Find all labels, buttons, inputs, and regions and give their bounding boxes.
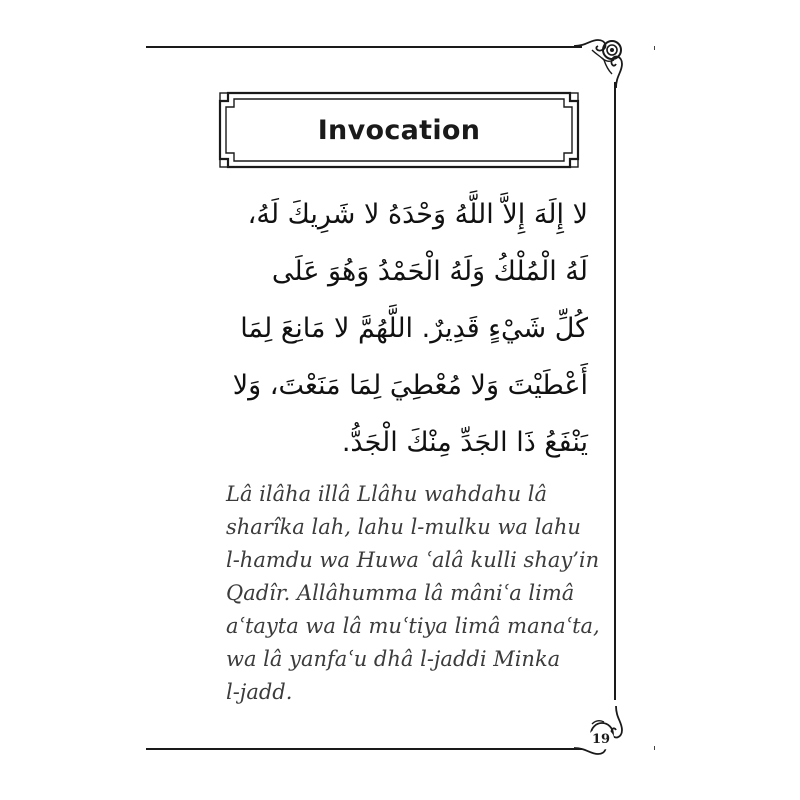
transliteration-line: l-jadd. (226, 680, 293, 704)
crop-mark-top (654, 46, 655, 50)
page-number: 19 (588, 728, 614, 750)
arabic-line: لَهُ الْمُلْكُ وَلَهُ الْحَمْدُ وَهُوَ عَلَى (271, 256, 588, 287)
transliteration-line: aʿtayta wa lâ muʿtiya limâ manaʿta, (226, 614, 600, 638)
page-title: Invocation (317, 114, 481, 146)
transliteration-line: sharîka lah, lahu l-mulku wa lahu (226, 515, 581, 539)
transliteration-line: Lâ ilâha illâ Llâhu wahdahu lâ (226, 482, 548, 506)
arabic-line: لا إِلَهَ إِلاَّ اللَّهُ وَحْدَهُ لا شَرِيكَ لَهُ، (247, 199, 588, 230)
right-rule (614, 82, 616, 700)
arabic-line: أَعْطَيْتَ وَلا مُعْطِيَ لِمَا مَنَعْتَ، وَلا (232, 370, 588, 401)
transliteration-line: l-hamdu wa Huwa ʿalâ kulli shay’in (226, 548, 600, 572)
arabic-invocation-text (226, 186, 588, 471)
title-frame (218, 91, 580, 169)
arabic-line: كُلِّ شَيْءٍ قَدِيرٌ. اللَّهُمَّ لا مَانِعَ لِمَا (240, 313, 588, 344)
bottom-rule (146, 748, 582, 750)
corner-flourish-ornament-top (572, 38, 624, 90)
transliteration-text (226, 478, 606, 709)
top-rule (146, 46, 582, 48)
crop-mark-bottom (654, 746, 655, 750)
arabic-line: يَنْفَعُ ذَا الجَدِّ مِنْكَ الْجَدُّ. (341, 427, 588, 458)
transliteration-line: wa lâ yanfaʿu dhâ l-jaddi Minka (226, 647, 561, 671)
transliteration-line: Qadîr. Allâhumma lâ mâniʿa limâ (226, 581, 575, 605)
